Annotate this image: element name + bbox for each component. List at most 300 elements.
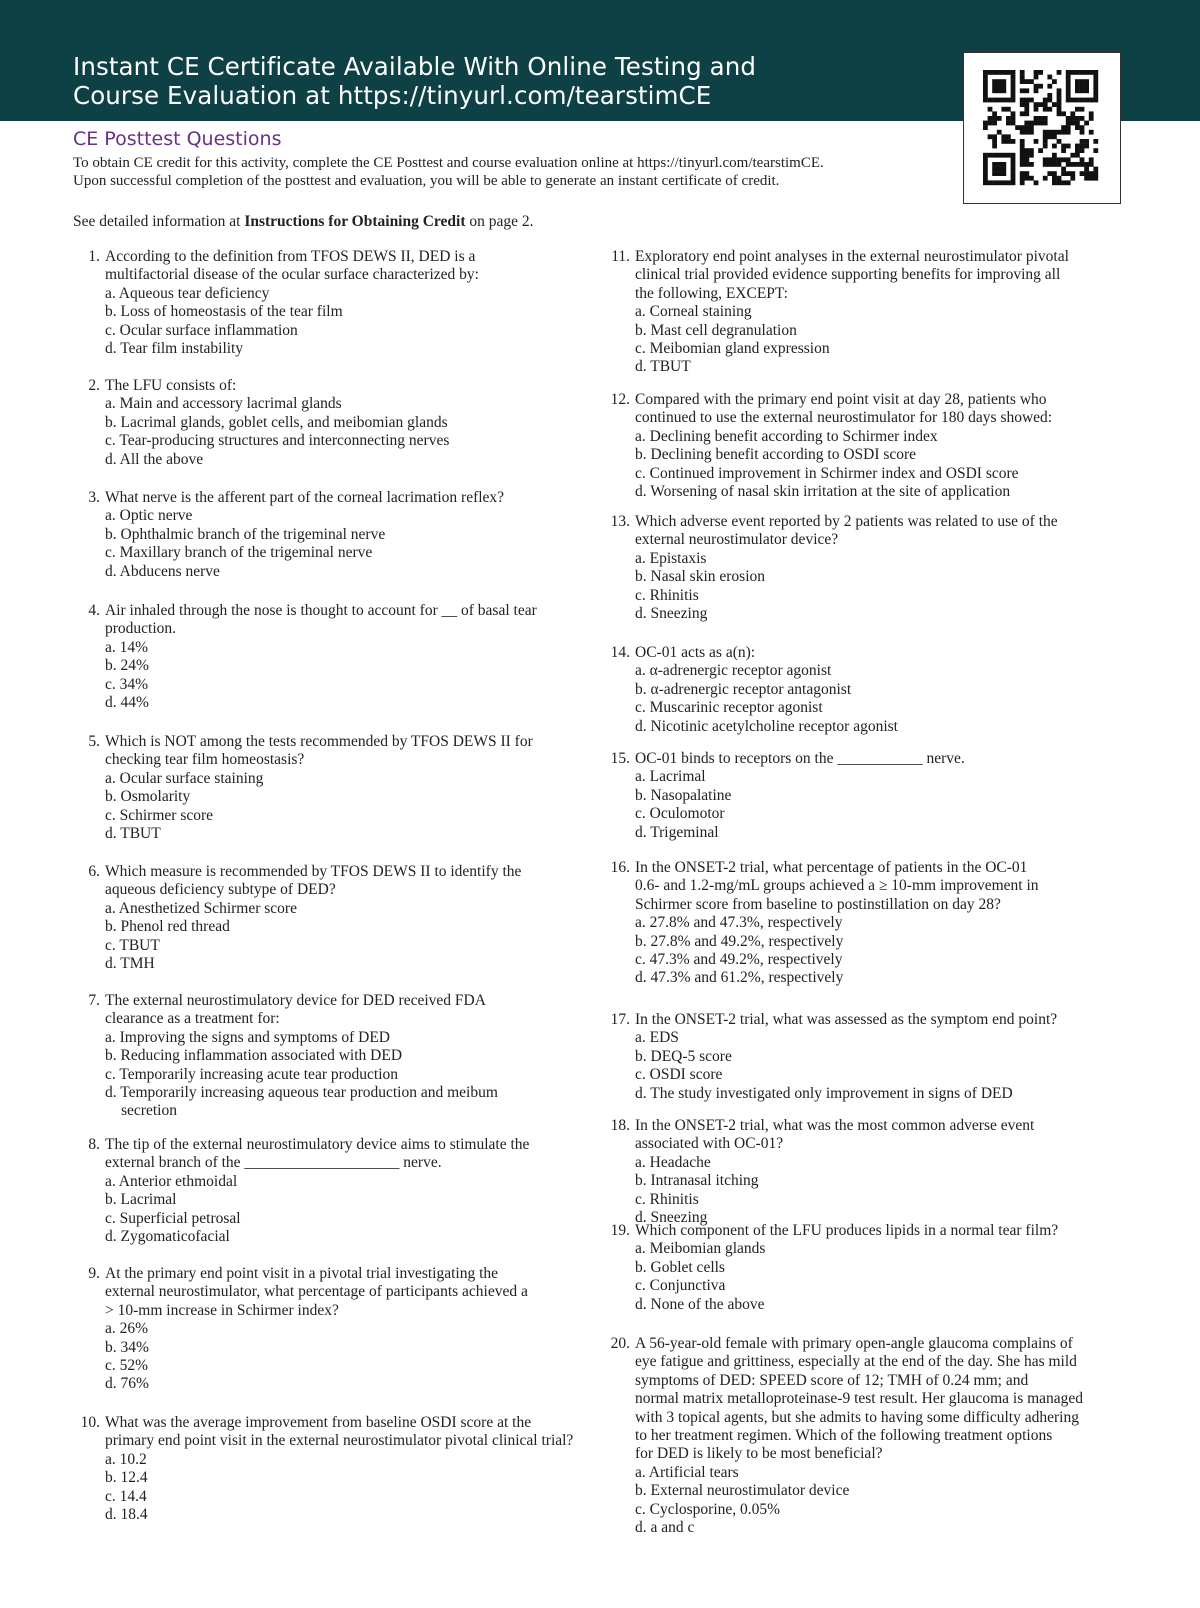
question-number: 15. [610, 750, 630, 767]
answer-option: b. 27.8% and 49.2%, respectively [635, 932, 844, 950]
question-stem-line: Which measure is recommended by TFOS DEWS II to identify the [105, 863, 522, 880]
question-body [105, 489, 590, 581]
qr-module [997, 153, 1002, 158]
answer-option: c. Superficial petrosal [105, 1209, 241, 1227]
qr-module [1089, 130, 1094, 135]
answer-option: b. Nasopalatine [635, 786, 732, 804]
qr-module [1080, 125, 1085, 130]
qr-module [1034, 107, 1039, 112]
qr-module [1034, 121, 1039, 126]
qr-module [997, 79, 1002, 84]
answer-option: a. 10.2 [105, 1450, 147, 1468]
qr-module [1029, 79, 1034, 84]
qr-module [1024, 107, 1029, 112]
question-number: 5. [88, 733, 100, 750]
qr-module [1089, 162, 1094, 167]
qr-module [1006, 153, 1011, 158]
qr-module [1011, 116, 1016, 121]
qr-module [1052, 134, 1057, 139]
qr-module [1061, 148, 1066, 153]
answer-option: b. 34% [105, 1338, 149, 1356]
qr-module [1020, 98, 1025, 103]
qr-module [997, 88, 1002, 93]
qr-module [1052, 162, 1057, 167]
question-stem-line: According to the definition from TFOS DEWS II, DED is a [105, 248, 476, 265]
qr-module [992, 153, 997, 158]
question-stem-line: external branch of the ____________________ nerve. [105, 1154, 442, 1172]
qr-module [1043, 134, 1048, 139]
answer-option: b. DEQ-5 score [635, 1047, 732, 1065]
question-stem-line: 0.6- and 1.2-mg/mL groups achieved a ≥ 10-mm improvement in [635, 877, 1039, 895]
question-stem-line: The tip of the external neurostimulatory device aims to stimulate the [105, 1136, 530, 1153]
qr-module [1001, 153, 1006, 158]
answer-option: c. Muscarinic receptor agonist [635, 699, 823, 717]
qr-module [1052, 176, 1057, 181]
question-number: 17. [610, 1011, 630, 1028]
answer-option: b. External neurostimulator device [635, 1482, 850, 1500]
question-number: 12. [610, 391, 630, 408]
answer-option: c. Rhinitis [635, 586, 699, 604]
qr-module [1057, 111, 1062, 116]
answer-option: b. Lacrimal [105, 1191, 177, 1209]
qr-module [1066, 116, 1071, 121]
qr-module [992, 162, 997, 167]
qr-module [1075, 98, 1080, 103]
qr-module [1011, 176, 1016, 181]
qr-module [1047, 134, 1052, 139]
answer-option: c. Oculomotor [635, 805, 725, 823]
qr-module [983, 88, 988, 93]
banner-title [73, 52, 893, 110]
qr-module [997, 116, 1002, 121]
qr-module [1052, 102, 1057, 107]
qr-module [1034, 102, 1039, 107]
qr-module [988, 153, 993, 158]
answer-option: a. α-adrenergic receptor agonist [635, 662, 832, 680]
question-stem-line: In the ONSET-2 trial, what was the most common adverse event [635, 1117, 1035, 1134]
qr-code-graphic [983, 70, 1103, 188]
qr-module [1080, 70, 1085, 75]
question-stem-line: symptoms of DED: SPEED score of 12; TMH of 0.24 mm; and [635, 1371, 1029, 1389]
qr-module [988, 180, 993, 185]
answer-option: d. All the above [105, 450, 204, 468]
qr-module [1001, 139, 1006, 144]
qr-module [1052, 144, 1057, 149]
qr-module [1029, 130, 1034, 135]
qr-module [983, 180, 988, 185]
intro-text [73, 154, 973, 190]
qr-module [1084, 139, 1089, 144]
answer-option: c. Rhinitis [635, 1190, 699, 1208]
qr-module [1052, 180, 1057, 185]
qr-module [1020, 125, 1025, 130]
question-stem-line: associated with OC-01? [635, 1135, 784, 1153]
question-stem-line: checking tear film homeostasis? [105, 751, 305, 769]
qr-module [1080, 116, 1085, 121]
qr-module [1024, 130, 1029, 135]
qr-module [1001, 88, 1006, 93]
qr-module [992, 84, 997, 89]
qr-module [1066, 171, 1071, 176]
qr-module [997, 70, 1002, 75]
qr-module [1011, 88, 1016, 93]
answer-option: a. Meibomian glands [635, 1240, 766, 1258]
qr-module [997, 180, 1002, 185]
qr-module [1080, 157, 1085, 162]
qr-module [1066, 162, 1071, 167]
qr-module [983, 153, 988, 158]
question-number: 13. [610, 513, 630, 530]
question-stem-line: external neurostimulator device? [635, 531, 839, 549]
qr-module [1001, 70, 1006, 75]
question-stem-line: continued to use the external neurostimulator for 180 days showed: [635, 409, 1053, 427]
qr-module [1024, 102, 1029, 107]
qr-module [1057, 70, 1062, 75]
qr-module [1043, 98, 1048, 103]
qr-module [1089, 98, 1094, 103]
qr-module [1057, 93, 1062, 98]
qr-module [1070, 121, 1075, 126]
answer-option: a. Anterior ethmoidal [105, 1172, 238, 1190]
qr-module [1080, 98, 1085, 103]
qr-code-icon[interactable] [963, 52, 1121, 204]
qr-module [1075, 88, 1080, 93]
question-body [105, 1265, 590, 1394]
question-body [635, 1222, 1120, 1314]
question-number: 11. [611, 248, 630, 265]
qr-module [1070, 70, 1075, 75]
answer-option: d. Worsening of nasal skin irritation at the site of application [635, 483, 1011, 501]
qr-module [1093, 75, 1098, 80]
question-stem-line: Compared with the primary end point visit at day 28, patients who [635, 391, 1047, 408]
qr-module [1093, 167, 1098, 172]
qr-module [1024, 125, 1029, 130]
qr-module [1075, 121, 1080, 126]
qr-module [1020, 162, 1025, 167]
answer-option: c. 34% [105, 675, 149, 693]
qr-module [1034, 75, 1039, 80]
qr-module [1070, 171, 1075, 176]
qr-module [1066, 157, 1071, 162]
qr-module [1043, 121, 1048, 126]
question-body [635, 859, 1120, 988]
qr-module [992, 98, 997, 103]
qr-module [992, 116, 997, 121]
qr-module [1075, 162, 1080, 167]
qr-module [1080, 171, 1085, 176]
question-stem-line: At the primary end point visit in a pivotal trial investigating the [105, 1265, 499, 1282]
qr-module [1080, 144, 1085, 149]
qr-module [1001, 79, 1006, 84]
question-stem-line: Air inhaled through the nose is thought to account for __ of basal tear [105, 602, 537, 619]
qr-module [1011, 79, 1016, 84]
banner-title-line-1: Instant CE Certificate Available With Online Testing and [73, 52, 757, 81]
qr-module [1084, 84, 1089, 89]
answer-option-continuation: secretion [121, 1102, 177, 1120]
question-number: 6. [88, 863, 100, 880]
question-body [105, 992, 590, 1121]
question-body [105, 377, 590, 469]
answer-option: d. None of the above [635, 1295, 765, 1313]
qr-module [1006, 121, 1011, 126]
answer-option: d. Temporarily increasing aqueous tear production and meibum [105, 1084, 498, 1102]
question-stem-line: clearance as a treatment for: [105, 1010, 280, 1028]
qr-module [1006, 134, 1011, 139]
question-stem-line: aqueous deficiency subtype of DED? [105, 881, 336, 899]
qr-module [1024, 79, 1029, 84]
qr-module [1052, 171, 1057, 176]
answer-option: c. Ocular surface inflammation [105, 321, 298, 339]
qr-module [1034, 139, 1039, 144]
answer-option: c. Maxillary branch of the trigeminal nerve [105, 544, 373, 562]
qr-module [1029, 125, 1034, 130]
question-stem-line: OC-01 binds to receptors on the ___________ nerve. [635, 750, 965, 767]
answer-option: a. 27.8% and 47.3%, respectively [635, 914, 843, 932]
answer-option: c. Continued improvement in Schirmer index and OSDI score [635, 464, 1019, 482]
qr-module [1075, 70, 1080, 75]
answer-option: c. Tear-producing structures and interconnecting nerves [105, 432, 450, 450]
qr-module [997, 171, 1002, 176]
question-number: 10. [80, 1414, 100, 1431]
qr-module [1089, 176, 1094, 181]
qr-module [1043, 139, 1048, 144]
qr-module [1070, 153, 1075, 158]
qr-module [1006, 180, 1011, 185]
qr-module [1057, 88, 1062, 93]
qr-module [1052, 79, 1057, 84]
qr-module [1061, 167, 1066, 172]
qr-module [1066, 88, 1071, 93]
question-body [635, 1335, 1120, 1537]
question-body [105, 733, 590, 843]
question-body [105, 1414, 590, 1524]
qr-module [1070, 98, 1075, 103]
qr-module [1075, 79, 1080, 84]
qr-module [1020, 102, 1025, 107]
question-stem-line: A 56-year-old female with primary open-angle glaucoma complains of [635, 1335, 1073, 1352]
qr-module [1043, 162, 1048, 167]
answer-option: a. EDS [635, 1029, 679, 1047]
qr-module [1075, 84, 1080, 89]
answer-option: d. Abducens nerve [105, 562, 220, 580]
qr-module [1084, 98, 1089, 103]
question-stem-line: clinical trial provided evidence supporting benefits for improving all [635, 266, 1061, 284]
qr-module [1061, 130, 1066, 135]
qr-module [997, 130, 1002, 135]
qr-module [992, 121, 997, 126]
qr-module [1047, 157, 1052, 162]
answer-option: d. TBUT [105, 825, 161, 843]
qr-module [1024, 98, 1029, 103]
qr-module [1020, 176, 1025, 181]
qr-module [1034, 70, 1039, 75]
qr-module [1084, 70, 1089, 75]
qr-module [1006, 107, 1011, 112]
qr-module [1001, 162, 1006, 167]
qr-module [992, 111, 997, 116]
qr-module [1066, 144, 1071, 149]
qr-module [1093, 93, 1098, 98]
qr-module [1057, 139, 1062, 144]
question-stem-line: Which component of the LFU produces lipids in a normal tear film? [635, 1222, 1059, 1239]
question-stem-line: Exploratory end point analyses in the external neurostimulator pivotal [635, 248, 1069, 265]
question-number: 9. [88, 1265, 100, 1282]
qr-module [1084, 79, 1089, 84]
qr-module [1047, 75, 1052, 80]
qr-module [1020, 111, 1025, 116]
qr-module [1020, 130, 1025, 135]
answer-option: c. 14.4 [105, 1487, 147, 1505]
answer-option: b. Intranasal itching [635, 1172, 759, 1190]
qr-module [1024, 176, 1029, 181]
qr-module [1061, 171, 1066, 176]
qr-module [1020, 79, 1025, 84]
qr-module [1089, 111, 1094, 116]
question-stem-line: production. [105, 620, 177, 638]
question-stem-line: eye fatigue and grittiness, especially at the end of the day. She has mild [635, 1353, 1077, 1371]
qr-module [1066, 84, 1071, 89]
qr-module [1080, 88, 1085, 93]
qr-module [1038, 102, 1043, 107]
qr-module [1038, 121, 1043, 126]
qr-module [1066, 93, 1071, 98]
answer-option: d. The study investigated only improvement in signs of DED [635, 1084, 1013, 1102]
answer-option: b. Reducing inflammation associated with DED [105, 1047, 403, 1065]
qr-module [1057, 176, 1062, 181]
qr-module [1066, 121, 1071, 126]
question-stem-line: primary end point visit in the external neurostimulator pivotal clinical trial? [105, 1432, 574, 1450]
answer-option: a. Lacrimal [635, 768, 706, 786]
qr-module [1011, 153, 1016, 158]
qr-module [992, 79, 997, 84]
qr-module [1075, 153, 1080, 158]
qr-module [1034, 88, 1039, 93]
qr-module [1029, 176, 1034, 181]
qr-module [1066, 70, 1071, 75]
qr-module [1084, 162, 1089, 167]
qr-module [1011, 75, 1016, 80]
banner-title-line-2: Course Evaluation at https://tinyurl.com/tearstimCE [73, 81, 712, 110]
answer-option: c. Cyclosporine, 0.05% [635, 1500, 781, 1518]
answer-option: b. Phenol red thread [105, 918, 230, 936]
qr-module [1011, 121, 1016, 126]
section-title: CE Posttest Questions [73, 128, 282, 150]
qr-module [1034, 180, 1039, 185]
qr-module [1093, 98, 1098, 103]
qr-module [988, 134, 993, 139]
qr-module [983, 121, 988, 126]
qr-module [983, 84, 988, 89]
qr-module [1075, 125, 1080, 130]
credit-instructions-note [73, 213, 534, 231]
detail-prefix: See detailed information at [73, 213, 245, 230]
qr-module [1066, 125, 1071, 130]
qr-module [1029, 153, 1034, 158]
qr-module [1047, 171, 1052, 176]
qr-module [1066, 98, 1071, 103]
question-body [105, 248, 590, 358]
question-number: 16. [610, 859, 630, 876]
qr-module [1011, 157, 1016, 162]
qr-module [1001, 180, 1006, 185]
qr-module [1047, 162, 1052, 167]
qr-module [1093, 70, 1098, 75]
answer-option: d. Zygomaticofacial [105, 1228, 230, 1246]
qr-module [1084, 144, 1089, 149]
qr-module [1043, 116, 1048, 121]
answer-option: b. Ophthalmic branch of the trigeminal nerve [105, 525, 386, 543]
qr-module [1075, 144, 1080, 149]
detail-suffix: on page 2. [465, 213, 534, 230]
qr-module [1020, 180, 1025, 185]
answer-option: c. Meibomian gland expression [635, 340, 830, 358]
qr-module [1015, 125, 1020, 130]
qr-module [1011, 171, 1016, 176]
qr-module [1070, 176, 1075, 181]
answer-option: a. Improving the signs and symptoms of DED [105, 1028, 391, 1046]
question-stem-line: What nerve is the afferent part of the corneal lacrimation reflex? [105, 489, 505, 506]
qr-module [1024, 148, 1029, 153]
qr-module [988, 107, 993, 112]
qr-module [1011, 139, 1016, 144]
qr-module [988, 70, 993, 75]
qr-module [1057, 180, 1062, 185]
answer-option: a. Declining benefit according to Schirmer index [635, 427, 938, 445]
qr-module [988, 98, 993, 103]
qr-module [1020, 157, 1025, 162]
answer-option: a. Main and accessory lacrimal glands [105, 395, 342, 413]
question-body [635, 248, 1120, 377]
qr-module [992, 171, 997, 176]
question-stem-line: OC-01 acts as a(n): [635, 644, 756, 661]
answer-option: c. TBUT [105, 936, 160, 954]
qr-module [1001, 171, 1006, 176]
qr-module [1057, 157, 1062, 162]
question-body [635, 391, 1120, 501]
qr-module [1084, 176, 1089, 181]
qr-module [1011, 180, 1016, 185]
answer-option: b. Loss of homeostasis of the tear film [105, 303, 343, 321]
qr-module [1052, 130, 1057, 135]
qr-module [1024, 111, 1029, 116]
question-stem-line: > 10-mm increase in Schirmer index? [105, 1301, 339, 1319]
qr-module [1080, 130, 1085, 135]
qr-module [983, 75, 988, 80]
question-stem-line: In the ONSET-2 trial, what percentage of patients in the OC-01 [635, 859, 1028, 876]
answer-option: d. 44% [105, 694, 149, 712]
qr-module [1001, 107, 1006, 112]
qr-module [1089, 157, 1094, 162]
qr-module [1011, 70, 1016, 75]
qr-module [1093, 148, 1098, 153]
qr-module [1020, 139, 1025, 144]
answer-option: a. 26% [105, 1320, 149, 1338]
qr-module [1024, 88, 1029, 93]
qr-module [1080, 139, 1085, 144]
qr-module [1052, 153, 1057, 158]
qr-module [1020, 88, 1025, 93]
qr-module [1070, 111, 1075, 116]
answer-option: b. 24% [105, 657, 149, 675]
answer-option: b. Goblet cells [635, 1258, 725, 1276]
qr-module [1052, 157, 1057, 162]
answer-option: d. Nicotinic acetylcholine receptor agonist [635, 717, 898, 735]
qr-module [1001, 134, 1006, 139]
qr-module [1020, 171, 1025, 176]
qr-module [1024, 171, 1029, 176]
answer-option: a. 14% [105, 638, 149, 656]
qr-module [1057, 130, 1062, 135]
